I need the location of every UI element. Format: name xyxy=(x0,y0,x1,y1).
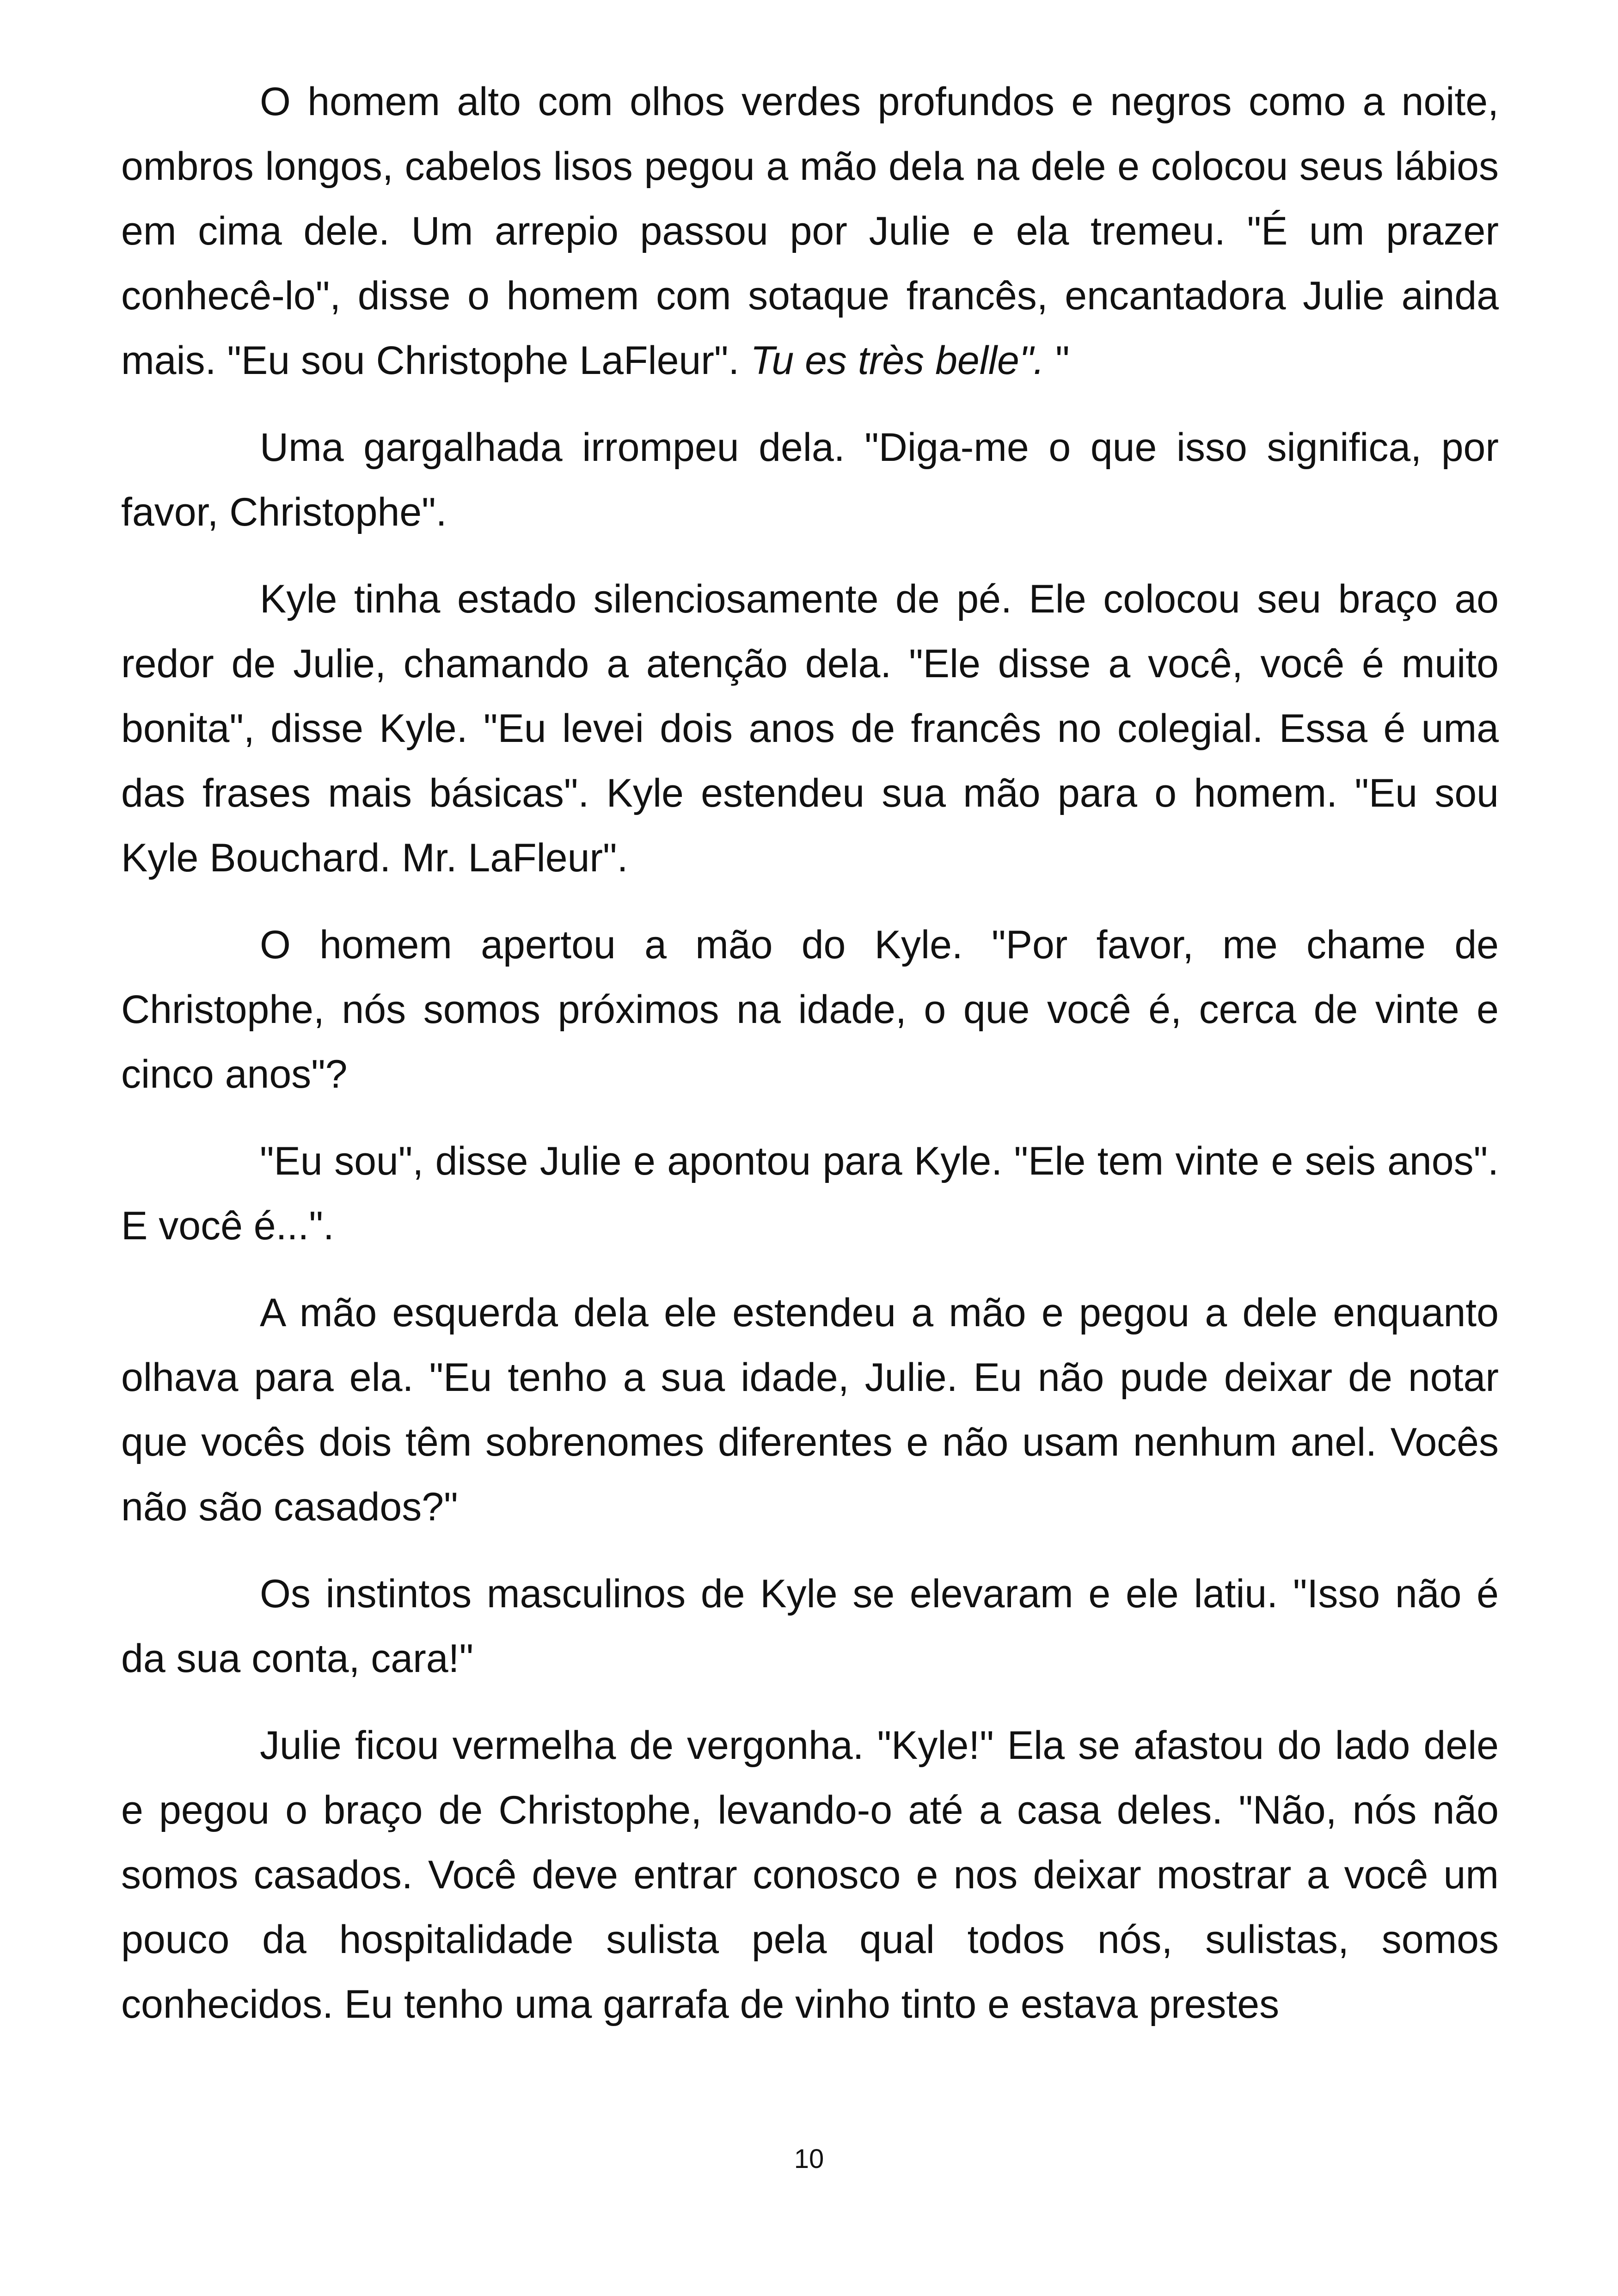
paragraph-4: O homem apertou a mão do Kyle. "Por favor, me chame de Christophe, nós somos próximos na idade, o que você é, cerca de vinte e cinco anos"? xyxy=(121,923,1499,1096)
paragraph-1-text: O homem alto com olhos verdes profundos e negros como a noite, ombros longos, cabelos lisos pegou a mão dela na dele e colocou seus lábios em cima dele. Um arrepio passou por Julie e ela tremeu. "É um prazer conhecê-lo", disse o homem com sotaque francês, encantadora Julie ainda mais. "Eu sou Christophe LaFleur". xyxy=(121,80,1499,383)
paragraph-3: Kyle tinha estado silenciosamente de pé. Ele colocou seu braço ao redor de Julie, chamando a atenção dela. "Ele disse a você, você é muito bonita", disse Kyle. "Eu levei dois anos de francês no colegial. Essa é uma das frases mais básicas". Kyle estendeu sua mão para o homem. "Eu sou Kyle Bouchard. Mr. LaFleur". xyxy=(121,577,1499,880)
body-text xyxy=(121,69,1499,2059)
page-number: 10 xyxy=(794,2144,824,2174)
paragraph-5: "Eu sou", disse Julie e apontou para Kyle. "Ele tem vinte e seis anos". E você é...". xyxy=(121,1139,1499,1248)
paragraph-1-closing-text: " xyxy=(1044,338,1070,383)
paragraph-1-italic-text: Tu es très belle". xyxy=(750,338,1045,383)
paragraph-8: Julie ficou vermelha de vergonha. "Kyle!" Ela se afastou do lado dele e pegou o braço de Christophe, levando-o até a casa deles. "Não, nós não somos casados. Você deve entrar conosco e nos deixar mostrar a você um pouco da hospitalidade sulista pela qual todos nós, sulistas, somos conhecidos. Eu tenho uma garrafa de vinho tinto e estava prestes xyxy=(121,1723,1499,2027)
paragraph-2: Uma gargalhada irrompeu dela. "Diga-me o que isso significa, por favor, Christophe". xyxy=(121,425,1499,534)
paragraph-6: A mão esquerda dela ele estendeu a mão e pegou a dele enquanto olhava para ela. "Eu tenho a sua idade, Julie. Eu não pude deixar de notar que vocês dois têm sobrenomes diferentes e não usam nenhum anel. Vocês não são casados?" xyxy=(121,1291,1499,1529)
paragraph-1 xyxy=(121,69,1499,393)
paragraph-7: Os instintos masculinos de Kyle se elevaram e ele latiu. "Isso não é da sua conta, cara!" xyxy=(121,1572,1499,1681)
